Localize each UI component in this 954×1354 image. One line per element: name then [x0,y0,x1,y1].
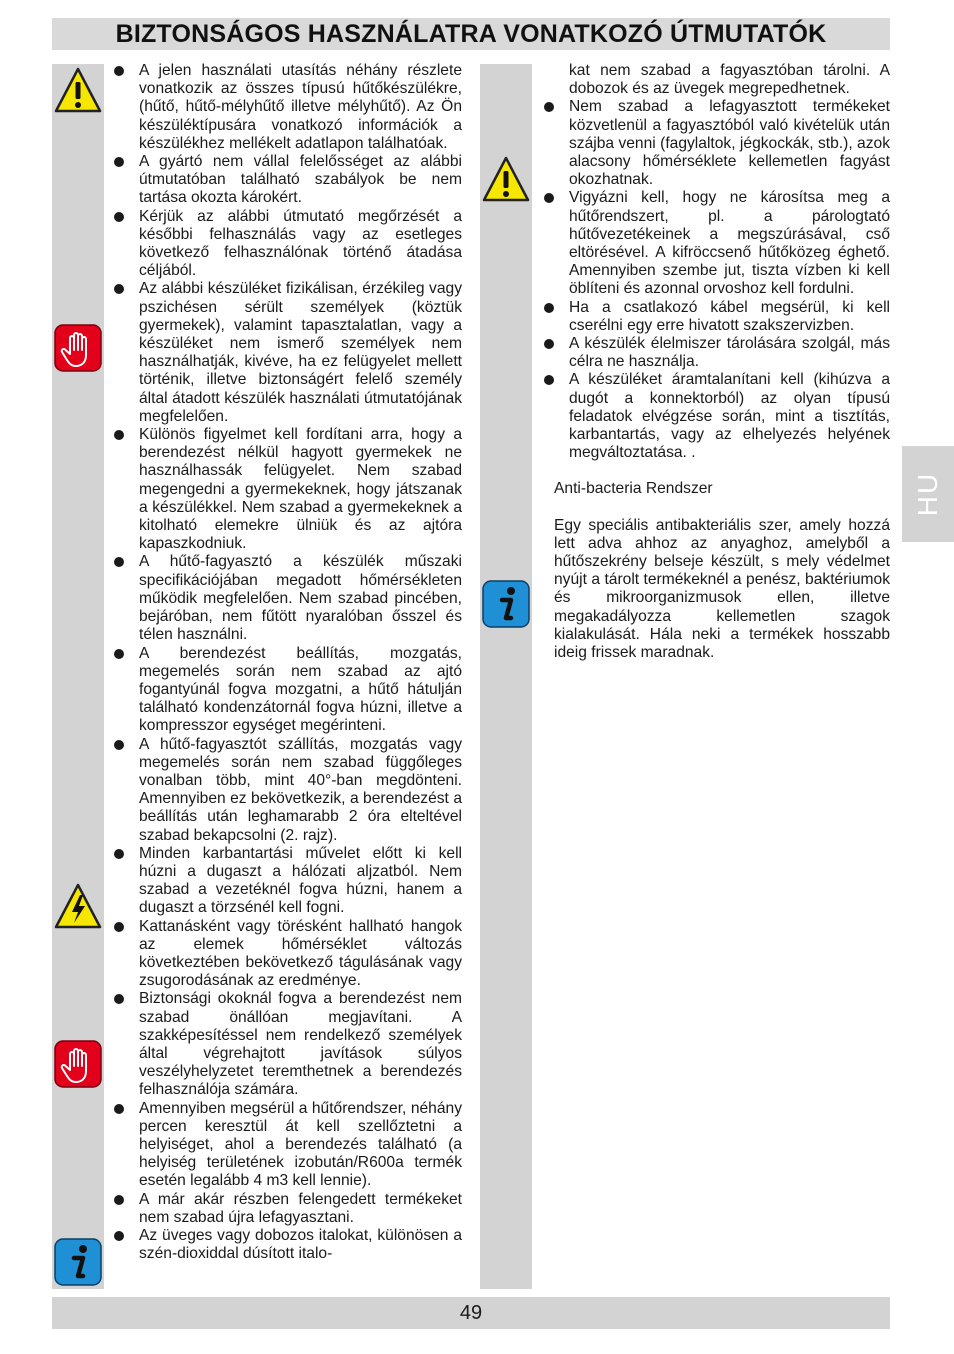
bullet-icon [114,1104,124,1114]
list-item-text: Amennyiben megsérül a hűtőrendszer, néhány percen keresztül át kell szellőztetni a helyiséget, ahol a berendezés található (a helyiség területének izobután/R600a termék esetén legalább 4 m3 kell lennie). [139,1099,462,1190]
bullet-icon [544,339,554,349]
warning-triangle-icon [482,155,530,203]
safety-list-left [110,62,462,1263]
section-paragraph: Egy speciális antibakteriális szer, amely hozzá lett adva ahhoz az anyaghoz, amelyből a hűtőszekrény belseje készült, s mely védelmet nyújt a tárolt termékeknél a penész, baktériumok és mikroorganizmusok ellen, illetve megakadályozza kellemetlen szagok kialakulását. Hála neki a termékek hosszabb ideig frissek maradnak. [554,516,890,662]
list-item-text: A gyártó nem vállal felelősséget az alábbi útmutatóban található szabályok be nem tartása okozta károkért. [139,153,462,207]
safety-list-right [540,98,890,462]
bullet-icon [544,303,554,313]
bullet-icon [114,157,124,167]
bullet-icon [114,212,124,222]
page-header [52,18,890,50]
list-item-text: A készüléket áramtalanítani kell (kihúzva a dugót a konnektorból) az olyan típusú feladatok elvégzése során, mint a tisztítás, karbantartás, vagy az elhelyezés helyének megváltoztatása. . [569,371,890,462]
list-item-text: A jelen használati utasítás néhány részlete vonatkozik az összes típusú hűtőkészülékre, (hűtő, hűtő-mélyhűtő illetve mélyhűtő). Az Ön készüléktípusára vonatkozó információk a készülékhez mellékelt adatlapon találhatóak. [139,62,462,152]
bullet-icon [114,1195,124,1205]
page-footer [52,1297,890,1329]
list-item-text: Kattanásként vagy törésként hallható hangok az elemek hőmérséklet változás következtében bekövetkező tágulásának vagy zsugorodásának az eredménye. [139,917,462,990]
list-item [110,736,462,845]
continued-paragraph: kat nem szabad a fagyasztóban tárolni. A dobozok és az üvegek megrepedhetnek. [569,62,890,98]
bullet-icon [114,430,124,440]
list-item [110,1191,462,1227]
list-item [110,280,462,426]
bullet-icon [114,1231,124,1241]
bullet-icon [114,284,124,294]
electric-hazard-icon [54,882,102,930]
list-item [540,335,890,371]
list-item-text: Nem szabad a lefagyasztott termékeket közvetlenül a fagyasztóból való kivételük után szájba venni (fagylaltok, jégkockák, stb.), azok alacsony hőmérséklete kellemetlen fagyást okozhatnak. [569,98,890,189]
list-item [540,189,890,298]
bullet-icon [114,994,124,1004]
bullet-icon [114,649,124,659]
list-item [540,299,890,335]
list-item [110,426,462,553]
list-item-text: Ha a csatlakozó kábel megsérül, ki kell cserélni egy erre hivatott szakszervizben. [569,298,890,334]
bullet-icon [114,922,124,932]
bullet-icon [544,375,554,385]
list-item-text: A már akár részben felengedett termékeket nem szabad újra lefagyasztani. [139,1190,462,1226]
list-item [110,62,462,153]
list-item [110,153,462,208]
info-icon [482,580,530,628]
bullet-icon [114,66,124,76]
bullet-icon [114,740,124,750]
list-item [110,1100,462,1191]
list-item-text: Az alábbi készüléket fizikálisan, érzékileg vagy pszichésen sérült személyek (köztük gyermekek), valamint tapasztalatlan, vagy a készüléket nem ismerő személyek nem használhatják, kivéve, ha ez felügyelet mellett történik, illetve biztonságért felelő személy által átadott készülék használati útmutatójának megfelelően. [139,280,462,425]
list-item-text: Kérjük az alábbi útmutató megőrzését a későbbi felhasználás vagy az esetleges következő felhasználónak történő átadása céljából. [139,207,462,280]
left-icon-gutter [52,64,104,1289]
list-item [110,845,462,918]
list-item-text: Biztonsági okoknál fogva a berendezést nem szabad önállóan megjavítani. A szakképesítéssel nem rendelkező személyek által végrehajtott javítások súlyos veszélyhelyzetet teremthetnek a berendezés felhasználója számára. [139,990,462,1099]
language-tab-label: HU [911,471,943,517]
list-item [110,645,462,736]
bullet-icon [114,849,124,859]
stop-hand-icon [54,1040,102,1088]
list-item-text: Minden karbantartási művelet előtt ki kell húzni a dugaszt a hálózati aljzatból. Nem szabad a vezetéknél fogva húzni, hanem a dugaszt a törzsénél kell fogni. [139,844,462,917]
stop-hand-icon [54,324,102,372]
list-item-text: A hűtő-fagyasztó a készülék műszaki specifikációjában megadott hőmérsékleten működik megfelelően. Nem szabad pincében, bejáróban, nem fűtött nyaralóban ősszel és télen használni. [139,553,462,644]
list-item-text: A hűtő-fagyasztót szállítás, mozgatás vagy megemelés során nem szabad függőleges vonalban több, mint 40°-ban megdönteni. Amennyiben ez bekövetkezik, a berendezést a beállítás után leghamarabb 2 óra elteltével szabad bekapcsolni (2. rajz). [139,735,462,844]
list-item [110,208,462,281]
section-heading: Anti-bacteria Rendszer [554,480,713,498]
page-number: 49 [459,1301,483,1324]
list-item-text: Vigyázni kell, hogy ne károsítsa meg a hűtőrendszert, pl. a párologtató hűtővezetékeinek a megszúrásával, cső eltörésével. A kifröccsenő hűtőközeg éghető. Amennyiben szembe jut, tiszta vízben ki kell öblíteni és azonnal orvoshoz kell fordulni. [569,189,890,298]
page-title: BIZTONSÁGOS HASZNÁLATRA VONATKOZÓ ÚTMUTATÓK [115,19,827,48]
list-item [540,371,890,462]
bullet-icon [114,557,124,567]
list-item [110,990,462,1099]
list-item-text: Különös figyelmet kell fordítani arra, hogy a berendezést nélkül hagyott gyermekek ne használhassák felügyelet. Nem szabad megengedni a gyermekeknek, hogy játszanak a készülékkel. Nem szabad a gyermekeknek a kitolható elemekre ülniük és az ajtóra kapaszkodniuk. [139,426,462,553]
list-item [110,918,462,991]
list-item-text: A készülék élelmiszer tárolására szolgál, más célra ne használja. [569,335,890,371]
bullet-icon [544,193,554,203]
warning-triangle-icon [54,66,102,114]
list-item [110,553,462,644]
left-text-column [110,62,462,1263]
list-item-text: Az üveges vagy dobozos italokat, különösen a szén-dioxiddal dúsított italo- [139,1227,462,1263]
list-item [110,1227,462,1263]
bullet-icon [544,102,554,112]
info-icon [54,1238,102,1286]
right-icon-gutter [480,64,532,1289]
list-item [540,98,890,189]
list-item-text: A berendezést beállítás, mozgatás, megemelés során nem szabad az ajtó fogantyúnál fogva mozgatni, a hűtő hátulján található kondenzátornál fogva húzni, illetve a kompresszor egységet megérinteni. [139,644,462,735]
language-tab [902,446,954,542]
right-text-column [540,62,890,662]
